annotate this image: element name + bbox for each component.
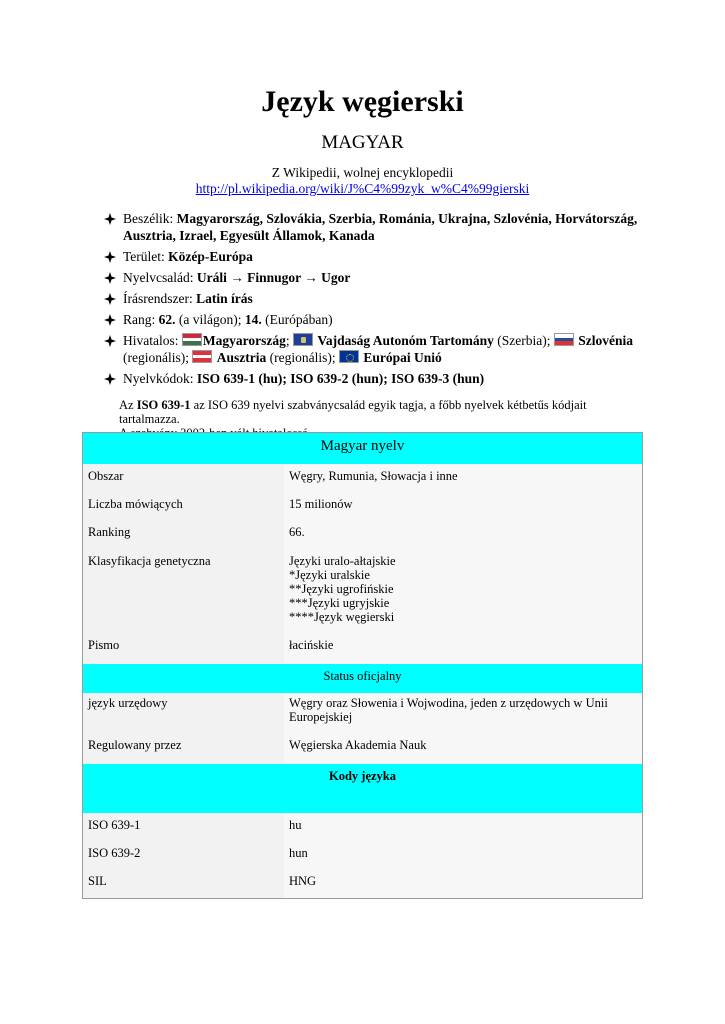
section-status-header: Status oficjalny — [83, 664, 642, 693]
flag-vojvodina-icon — [293, 333, 313, 346]
flag-slovenia-icon — [554, 333, 574, 346]
source-line: Z Wikipedii, wolnej encyklopedii — [271, 165, 454, 180]
facts-list — [104, 210, 644, 391]
flag-hungary-icon — [182, 333, 202, 346]
flag-austria-icon — [192, 350, 212, 363]
speakers-value: Magyarország, Szlovákia, Szerbia, Románia, Ukrajna, Szlovénia, Horvátország, Ausztria, Izrael, Egyesült Államok, Kanada — [123, 211, 638, 243]
diamond-bullet-icon — [104, 293, 116, 305]
fact-rank: Rang: 62. (a világon); 14. (Európában) — [104, 311, 644, 328]
flag-eu-icon — [339, 350, 359, 363]
fact-script: Írásrendszer: Latin írás — [104, 290, 644, 307]
fact-codes: Nyelvkódok: ISO 639-1 (hu); ISO 639-2 (hun); ISO 639-3 (hun) — [104, 370, 644, 387]
diamond-bullet-icon — [104, 213, 116, 225]
page-title: Język węgierski — [261, 85, 464, 118]
diamond-bullet-icon — [104, 335, 116, 347]
family-value: Uráli → Finnugor → Ugor — [196, 270, 351, 285]
diamond-bullet-icon — [104, 272, 116, 284]
page-subtitle: MAGYAR — [321, 132, 404, 153]
diamond-bullet-icon — [104, 314, 116, 326]
fact-area: Terület: Közép-Európa — [104, 248, 644, 265]
fact-speakers: Beszélik: Magyarország, Szlovákia, Szerbia, Románia, Ukrajna, Szlovénia, Horvátország, Ausztria, Izrael, Egyesült Államok, Kanada — [104, 210, 644, 244]
area-value: Közép-Európa — [168, 249, 253, 264]
codes-value: ISO 639-1 (hu); ISO 639-2 (hun); ISO 639-3 (hun) — [196, 371, 485, 386]
section-codes-header: Kody języka — [83, 764, 642, 813]
diamond-bullet-icon — [104, 251, 116, 263]
infobox-title: Magyar nyelv — [83, 433, 642, 464]
infobox-table: Magyar nyelv Obszar Węgry, Rumunia, Słowacja i inne Liczba mówiących 15 milionów Ranking 66. Klasyfikacja genetyczna Języki uralo-ałtajskie *Języki uralskie **Języki ugrofińskie ***Języki ugryjskie ****Język węgierski Pismo łacińskie Status oficjalny język urzędowy Węgry oraz Słowenia i Wojwodina, jeden z urzędowych w Unii Europejskiej Regulowany przez Węgierska Akademia Nauk Kody języka ISO 639-1 hu ISO 639-2 hun SIL HNG — [82, 432, 643, 899]
source-link[interactable]: http://pl.wikipedia.org/wiki/J%C4%99zyk_w%C4%99gierski — [195, 181, 530, 196]
fact-family: Nyelvcsalád: Uráli → Finnugor → Ugor — [104, 269, 644, 286]
fact-official: Hivatalos: Magyarország; Vajdaság Autonóm Tartomány (Szerbia); Szlovénia (regionális); Ausztria (regionális); Európai Unió — [104, 332, 644, 366]
source-block — [0, 165, 725, 197]
script-value: Latin írás — [196, 291, 253, 306]
diamond-bullet-icon — [104, 373, 116, 385]
iso-note: Az ISO 639-1 az ISO 639 nyelvi szabványcsalád egyik tagja, a főbb nyelvek kétbetűs kódjait tartalmazza. — [119, 398, 587, 426]
